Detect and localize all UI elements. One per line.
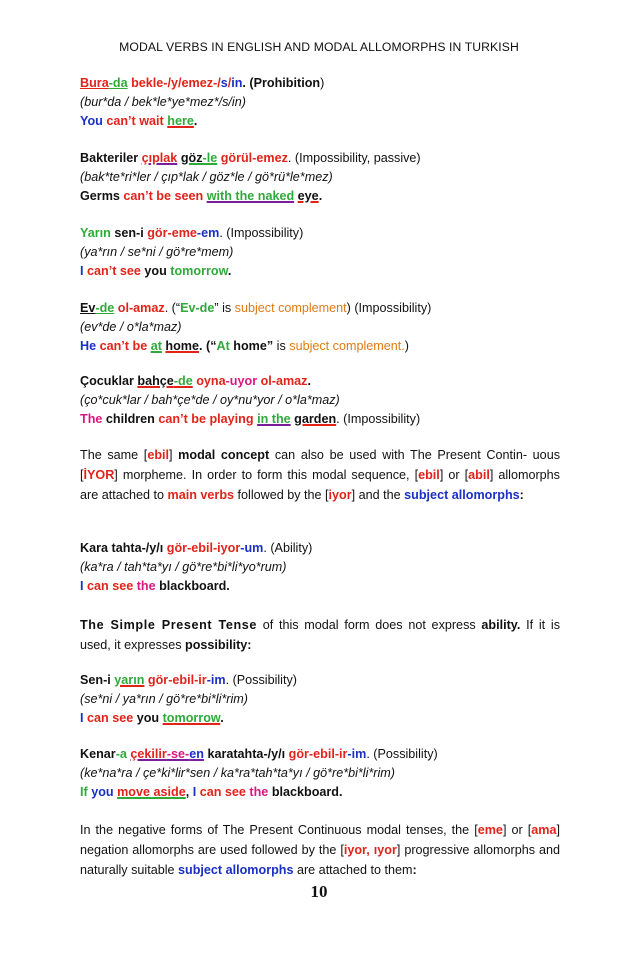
paragraph-ebil: [80, 445, 560, 505]
english-sentence: [80, 187, 560, 206]
word: I: [192, 785, 197, 799]
term: abil: [468, 468, 490, 482]
punct: . (“: [164, 301, 181, 315]
turkish-sentence: [80, 74, 560, 93]
label: . (Impossibility): [219, 226, 304, 240]
suffix: -uyor: [225, 374, 258, 388]
suffix: in: [231, 76, 243, 90]
word: the: [136, 579, 156, 593]
example-prohibition: [80, 74, 560, 131]
term: ebil: [418, 468, 440, 482]
word: tomorrow: [162, 711, 221, 725]
syllable-line: (ev*de / o*la*maz): [80, 320, 182, 334]
label: . (Possibility): [366, 747, 438, 761]
term: main verbs: [167, 488, 235, 502]
word: Ev-de: [180, 301, 215, 315]
term: subject allomorphs: [404, 488, 520, 502]
text: ] negation allomorphs are used followed by the [: [80, 823, 560, 857]
turkish-sentence: [80, 224, 560, 243]
word: eye: [297, 189, 319, 203]
syllable-line: (se*ni / ya*rın / gö*re*bi*li*rim): [80, 692, 248, 706]
verb: bekle-/y/emez-/: [131, 76, 221, 90]
example-ability: [80, 539, 560, 596]
word: I: [80, 264, 84, 278]
word: can see: [87, 711, 134, 725]
english-sentence: [80, 783, 560, 802]
text: If it is used, it expresses: [80, 618, 560, 652]
turkish-sentence: [80, 299, 560, 318]
example-possibility-1: [80, 671, 560, 728]
english-sentence: [80, 410, 560, 429]
word: can’t see: [87, 264, 141, 278]
punct: .: [227, 264, 232, 278]
word: move aside: [117, 785, 186, 799]
turkish-sentence: [80, 539, 560, 558]
punct: ): [320, 76, 325, 90]
word: göz: [180, 151, 203, 165]
text: ] or [: [439, 468, 469, 482]
punct: :: [519, 488, 524, 502]
word: tomorrow: [170, 264, 228, 278]
label: . (Possibility): [225, 673, 297, 687]
word: you: [91, 785, 114, 799]
text: of this modal form does not express: [256, 618, 482, 632]
verb: çekilir: [130, 747, 167, 761]
word: with the naked: [206, 189, 295, 203]
text: ] progressive allomorphs and naturally suitable: [80, 843, 561, 877]
word: can’t be playing: [158, 412, 254, 426]
term: The Simple Present Tense: [80, 618, 257, 632]
slash: /: [227, 76, 232, 90]
word: children: [105, 412, 155, 426]
syllable-line: (bak*te*ri*ler / çıp*lak / göz*le / gö*rü*le*mez): [80, 170, 333, 184]
word: can’t be seen: [123, 189, 204, 203]
label: . (Ability): [263, 541, 313, 555]
english-sentence: [80, 262, 560, 281]
english-sentence: [80, 577, 560, 596]
term: subject complement.: [289, 339, 405, 353]
word: can see: [199, 785, 246, 799]
term: iyor: [328, 488, 352, 502]
suffix: -a: [115, 747, 127, 761]
word: blackboard.: [159, 579, 230, 593]
word: I: [80, 711, 84, 725]
label: Prohibition: [253, 76, 321, 90]
word: If: [80, 785, 88, 799]
punct: :: [412, 863, 417, 877]
term: subject allomorphs: [178, 863, 294, 877]
word: can see: [87, 579, 134, 593]
word: bahçe: [137, 374, 174, 388]
text: In the negative forms of The Present Continuous modal tenses, the [: [80, 823, 478, 837]
text: can also be used with The Present Contin- uous [: [80, 448, 560, 482]
text: is: [273, 339, 290, 353]
word: Çocuklar: [80, 374, 134, 388]
suffix: -se-: [166, 747, 190, 761]
term: possibility:: [185, 638, 252, 652]
syllable-line: (bur*da / bek*le*ye*mez*/s/in): [80, 95, 246, 109]
punct: . (“: [199, 339, 217, 353]
syllable-line: (ka*ra / tah*ta*yı / gö*re*bi*li*yo*rum): [80, 560, 287, 574]
punct: .: [318, 189, 323, 203]
word: Kenar: [80, 747, 116, 761]
word: Bura: [80, 76, 109, 90]
suffix: -um: [240, 541, 264, 555]
word: At: [216, 339, 230, 353]
punct: . (: [242, 76, 254, 90]
verb: görül-emez: [220, 151, 288, 165]
verb: ol-amaz: [260, 374, 308, 388]
word: Yarın: [80, 226, 111, 240]
suffix: -de: [95, 301, 115, 315]
verb: gör-ebil-iyor: [166, 541, 241, 555]
suffix: -im: [206, 673, 226, 687]
suffix: en: [189, 747, 204, 761]
label: . (Impossibility): [336, 412, 421, 426]
punct: .: [307, 374, 311, 388]
label: ) (Impossibility): [346, 301, 432, 315]
text: ” is: [214, 301, 235, 315]
paragraph-negative-forms: [80, 820, 560, 880]
word: home”: [233, 339, 274, 353]
text: ] or [: [502, 823, 532, 837]
english-sentence: [80, 112, 560, 131]
punct: .: [193, 114, 198, 128]
word: Bakteriler: [80, 151, 139, 165]
word: You: [80, 114, 103, 128]
suffix: -le: [202, 151, 218, 165]
term: iyor, ıyor: [343, 843, 397, 857]
word: in the: [257, 412, 291, 426]
word: çıplak: [141, 151, 178, 165]
word: Sen-i: [80, 673, 111, 687]
suffix: s: [220, 76, 228, 90]
word: you: [136, 711, 160, 725]
text: are attached to them: [293, 863, 413, 877]
text: ] morpheme. In order to form this modal sequence, [: [114, 468, 419, 482]
example-impossibility-1: [80, 224, 560, 281]
word: sen-i: [114, 226, 144, 240]
label: . (Impossibility, passive): [287, 151, 421, 165]
syllable-line: (ço*cuk*lar / bah*çe*de / oy*nu*yor / o*la*maz): [80, 393, 340, 407]
term: ama: [531, 823, 557, 837]
term: ebil: [147, 448, 170, 462]
word: can’t be: [99, 339, 148, 353]
word: I: [80, 579, 84, 593]
word: Kara tahta-/y/ı: [80, 541, 164, 555]
term: eme: [477, 823, 503, 837]
word: the: [249, 785, 269, 799]
verb: gör-ebil-ir: [288, 747, 348, 761]
page-number: 10: [310, 882, 328, 901]
punct: ): [404, 339, 409, 353]
punct: .: [220, 711, 224, 725]
term: subject complement: [234, 301, 347, 315]
verb: ol-amaz: [117, 301, 165, 315]
word: here: [167, 114, 194, 128]
word: can’t wait: [106, 114, 164, 128]
suffix: -em: [196, 226, 220, 240]
suffix: -da: [108, 76, 128, 90]
turkish-sentence: [80, 671, 560, 690]
syllable-line: (ya*rın / se*ni / gö*re*mem): [80, 245, 234, 259]
word: Ev: [80, 301, 96, 315]
example-possibility-2: [80, 745, 560, 802]
word: karatahta-/y/ı: [207, 747, 286, 761]
turkish-sentence: [80, 372, 560, 391]
word: you: [144, 264, 167, 278]
paragraph-simple-present: [80, 615, 560, 655]
text: ]: [169, 448, 179, 462]
word: home: [165, 339, 199, 353]
verb: gör-eme: [147, 226, 197, 240]
running-header: MODAL VERBS IN ENGLISH AND MODAL ALLOMORPHS IN TURKISH: [119, 40, 519, 54]
text: The same [: [80, 448, 148, 462]
example-passive: [80, 149, 560, 206]
word: yarın: [114, 673, 145, 687]
word: at: [150, 339, 162, 353]
text: ] allomorphs are attached to: [80, 468, 560, 502]
suffix: -im: [347, 747, 367, 761]
syllable-line: (ke*na*ra / çe*ki*lir*sen / ka*ra*tah*ta*yı / gö*re*bi*li*rim): [80, 766, 395, 780]
word: The: [80, 412, 103, 426]
text: ] and the: [351, 488, 405, 502]
term: modal concept: [178, 448, 270, 462]
word: blackboard.: [271, 785, 343, 799]
turkish-sentence: [80, 149, 560, 168]
verb: gör-ebil-ir: [147, 673, 207, 687]
term: İYOR: [83, 468, 115, 482]
english-sentence: [80, 709, 560, 728]
example-impossibility-2: [80, 299, 560, 356]
term: ability.: [481, 618, 521, 632]
example-impossibility-3: [80, 372, 560, 429]
word: garden: [294, 412, 337, 426]
punct: ,: [185, 785, 190, 799]
verb: oyna: [196, 374, 226, 388]
english-sentence: [80, 337, 560, 356]
suffix: -de: [173, 374, 193, 388]
word: Germs: [80, 189, 120, 203]
text: followed by the [: [234, 488, 329, 502]
word: He: [80, 339, 97, 353]
turkish-sentence: [80, 745, 560, 764]
